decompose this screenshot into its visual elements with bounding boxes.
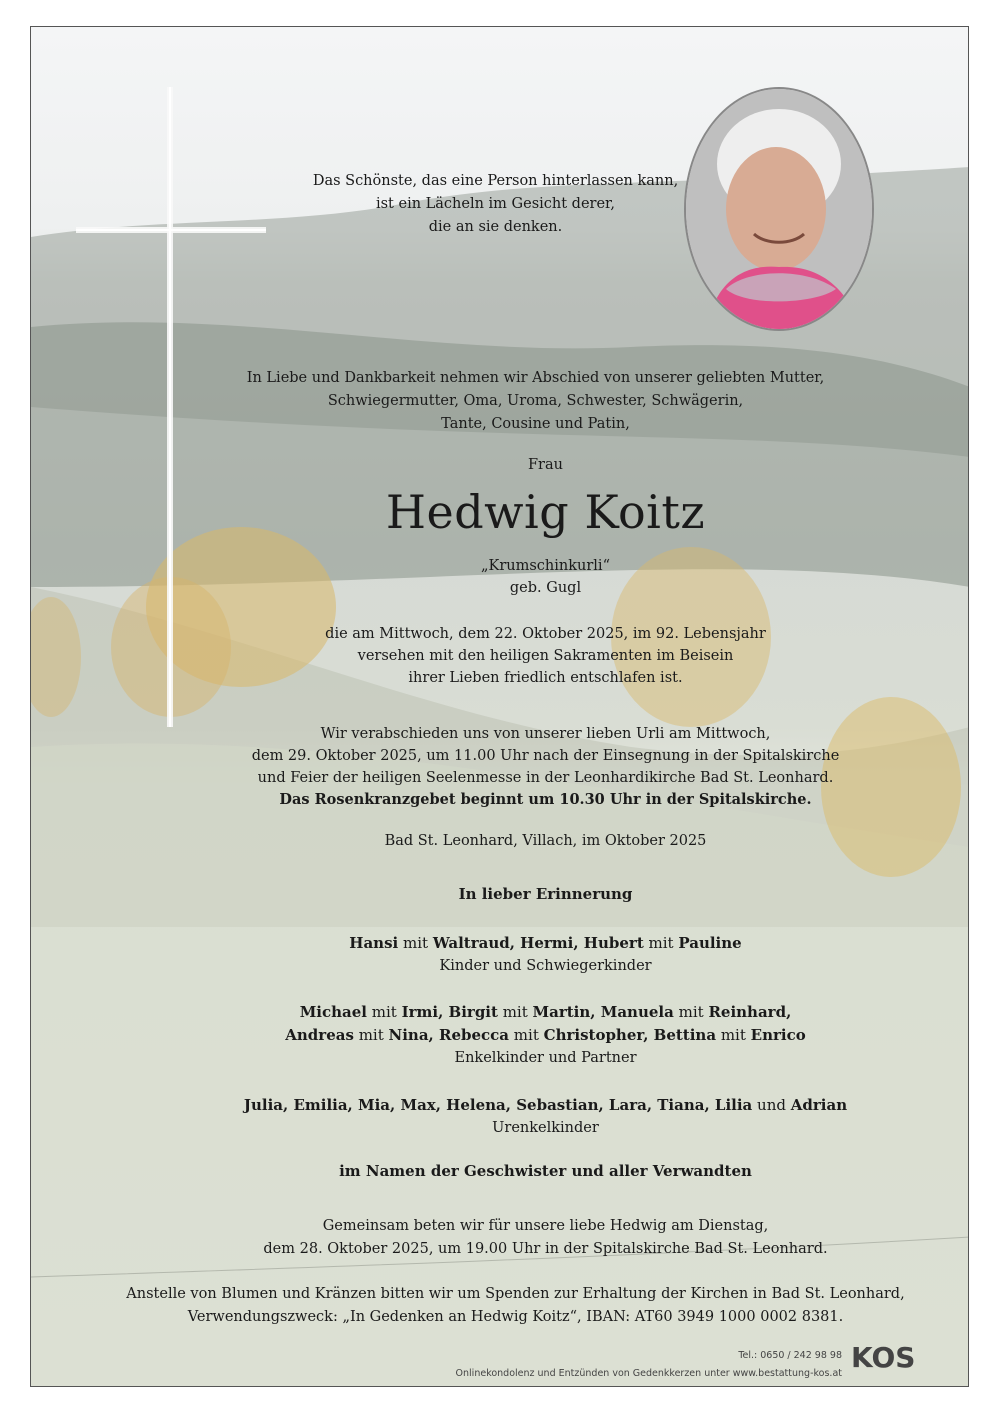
intro-line: Tante, Cousine und Patin, — [441, 416, 630, 432]
death-line: versehen mit den heiligen Sakramenten im Beisein — [357, 648, 734, 664]
death-line: ihrer Lieben friedlich entschlafen ist. — [408, 670, 683, 686]
donation-notice — [46, 1283, 969, 1329]
place-date: Bad St. Leonhard, Villach, im Oktober 2025 — [384, 833, 707, 849]
intro-line: In Liebe und Dankbarkeit nehmen wir Abschied von unserer geliebten Mutter, — [246, 370, 825, 386]
connector-text: mit — [643, 934, 679, 952]
connector-text: mit — [716, 1026, 751, 1044]
family-great-grandchildren — [76, 1094, 969, 1140]
memorial-quote — [30, 170, 965, 239]
connector-text: mit — [367, 1003, 402, 1021]
funeral-line: Wir verabschieden uns von unserer lieben Urli am Mittwoch, — [320, 726, 771, 742]
family-name: Adrian — [790, 1096, 848, 1114]
rosary-line: Das Rosenkranzgebet beginnt um 10.30 Uhr in der Spitalskirche. — [279, 791, 812, 808]
family-name: Michael — [299, 1003, 368, 1021]
family-children — [76, 932, 969, 978]
quote-line: ist ein Lächeln im Gesicht derer, — [375, 196, 616, 212]
family-name: Waltraud, Hermi, Hubert — [432, 934, 644, 952]
connector-text: mit — [497, 1003, 533, 1021]
intro-line: Schwiegermutter, Oma, Uroma, Schwester, Schwägerin, — [327, 393, 744, 409]
quote-line: die an sie denken. — [428, 219, 563, 235]
contact-web: Onlinekondolenz und Entzünden von Gedenkkerzen unter www.bestattung-kos.at — [455, 1368, 842, 1379]
prayer-line: dem 28. Oktober 2025, um 19.00 Uhr in der Spitalskirche Bad St. Leonhard. — [263, 1241, 828, 1257]
family-name: Andreas — [285, 1026, 354, 1044]
connector-text: mit — [353, 1026, 389, 1044]
death-line: die am Mittwoch, dem 22. Oktober 2025, im 92. Lebensjahr — [325, 626, 766, 642]
connector-text: mit — [509, 1026, 544, 1044]
intro-text — [66, 367, 969, 436]
quote-line: Das Schönste, das eine Person hinterlassen kann, — [312, 173, 679, 189]
nickname: „Krumschinkurli“ — [481, 558, 610, 574]
great-grandchildren-line — [76, 1094, 969, 1117]
family-name: Enrico — [750, 1026, 806, 1044]
family-grandchildren — [76, 1001, 969, 1070]
great-grandchildren-role: Urenkelkinder — [492, 1120, 599, 1136]
children-role: Kinder und Schwiegerkinder — [439, 958, 652, 974]
siblings-line: im Namen der Geschwister und aller Verwandten — [339, 1162, 752, 1180]
donation-line: Anstelle von Blumen und Kränzen bitten wir um Spenden zur Erhaltung der Kirchen in Bad St. Leonhard, — [126, 1286, 905, 1302]
family-name: Julia, Emilia, Mia, Max, Helena, Sebastian, Lara, Tiana, Lilia — [243, 1096, 753, 1114]
connector-text: mit — [673, 1003, 709, 1021]
nickname-block — [76, 555, 969, 599]
birth-name: geb. Gugl — [509, 580, 582, 596]
grandchildren-line — [76, 1024, 969, 1047]
salutation: Frau — [528, 457, 563, 473]
funeral-notice — [76, 723, 969, 811]
prayer-line: Gemeinsam beten wir für unsere liebe Hedwig am Dienstag, — [322, 1218, 769, 1234]
family-name: Martin, Manuela — [532, 1003, 674, 1021]
funeral-home-logo: KOS — [851, 1341, 916, 1374]
prayer-notice — [76, 1215, 969, 1261]
memory-heading: In lieber Erinnerung — [458, 885, 633, 903]
grandchildren-role: Enkelkinder und Partner — [454, 1050, 637, 1066]
connector-text: und — [752, 1096, 791, 1114]
family-name: Nina, Rebecca — [388, 1026, 510, 1044]
connector-text: mit — [398, 934, 433, 952]
funeral-line: dem 29. Oktober 2025, um 11.00 Uhr nach der Einsegnung in der Spitalskirche — [251, 748, 840, 764]
donation-line: Verwendungszweck: „In Gedenken an Hedwig Koitz“, IBAN: AT60 3949 1000 0002 8381. — [187, 1309, 844, 1325]
deceased-name: Hedwig Koitz — [385, 485, 706, 539]
family-name: Reinhard, — [708, 1003, 792, 1021]
obituary-card — [30, 26, 969, 1387]
family-name: Hansi — [349, 934, 399, 952]
funeral-line: und Feier der heiligen Seelenmesse in der Leonhardikirche Bad St. Leonhard. — [257, 770, 834, 786]
children-line — [76, 932, 969, 955]
family-name: Pauline — [678, 934, 742, 952]
grandchildren-line — [76, 1001, 969, 1024]
family-name: Christopher, Bettina — [543, 1026, 717, 1044]
death-notice — [76, 623, 969, 689]
contact-info — [456, 1347, 842, 1383]
contact-phone: Tel.: 0650 / 242 98 98 — [738, 1350, 842, 1361]
family-name: Irmi, Birgit — [401, 1003, 498, 1021]
